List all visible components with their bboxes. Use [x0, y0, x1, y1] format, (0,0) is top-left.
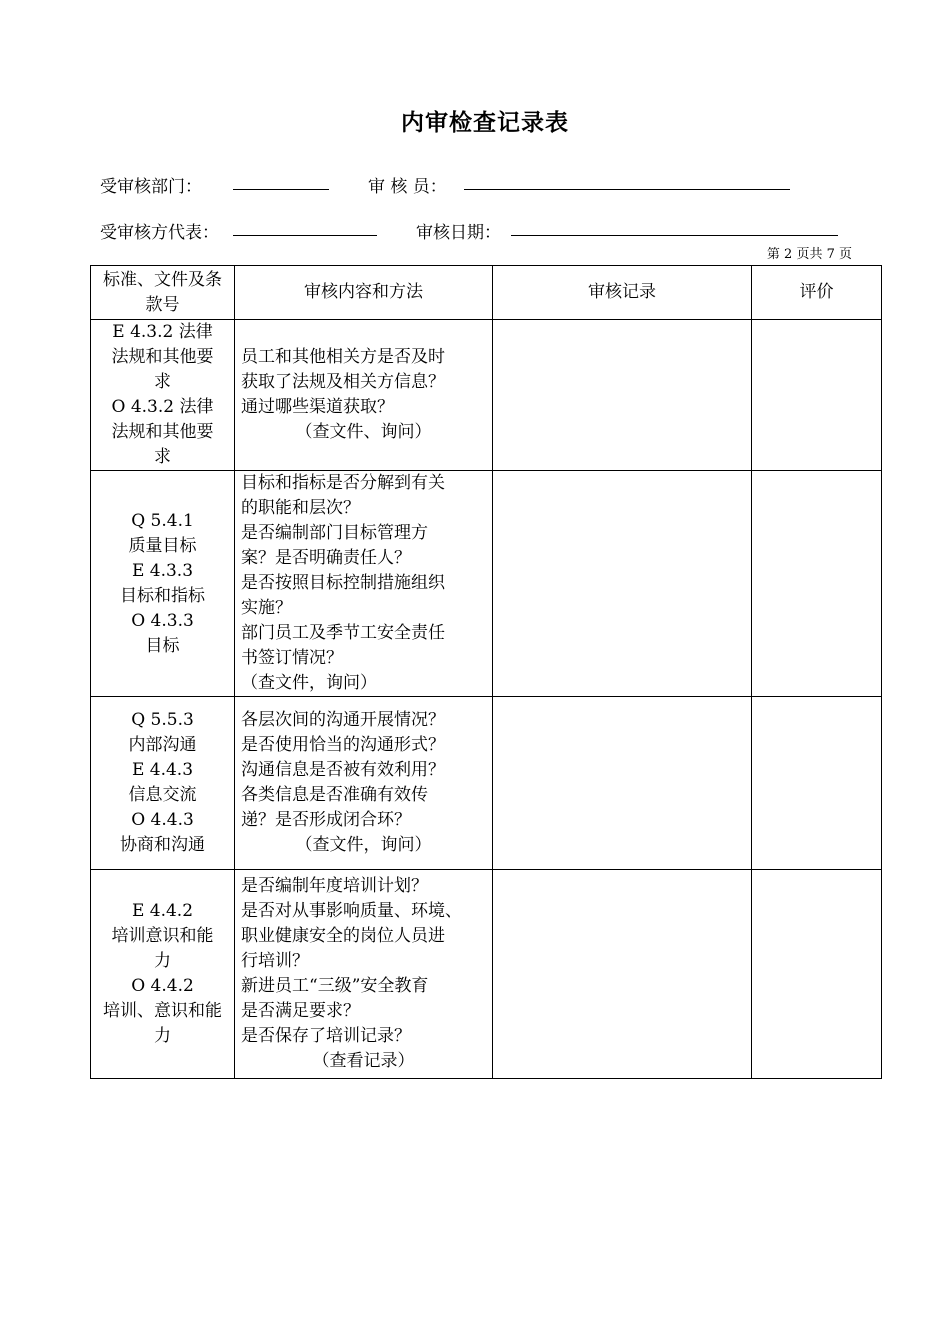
record-cell[interactable] — [493, 320, 752, 471]
standard-cell: Q 5.5.3 内部沟通 E 4.4.3 信息交流 O 4.4.3 协商和沟通 — [91, 697, 235, 870]
column-header-content: 审核内容和方法 — [235, 266, 493, 320]
record-cell[interactable] — [493, 870, 752, 1079]
record-cell[interactable] — [493, 697, 752, 870]
table-header-row — [91, 266, 882, 320]
column-header-record: 审核记录 — [493, 266, 752, 320]
audit-record-table — [90, 265, 882, 1079]
record-cell[interactable] — [493, 471, 752, 697]
content-cell: 是否编制年度培训计划？ 是否对从事影响质量、环境、 职业健康安全的岗位人员进 行培训？ 新进员工“三级”安全教育 是否满足要求？ 是否保存了培训记录？ （查看记录） — [235, 870, 493, 1079]
department-field[interactable] — [233, 189, 329, 190]
column-header-standard: 标准、文件及条款号 — [91, 266, 235, 320]
table-row — [91, 471, 882, 697]
table-row — [91, 870, 882, 1079]
audit-date-label: 审核日期： — [416, 223, 501, 243]
table-row — [91, 320, 882, 471]
form-title: 内审检查记录表 — [401, 110, 569, 136]
department-label: 受审核部门： — [100, 177, 202, 197]
representative-field[interactable] — [233, 235, 377, 236]
audit-method: （查文件，询问） — [241, 673, 377, 693]
standard-cell: E 4.4.2 培训意识和能 力 O 4.4.2 培训、意识和能 力 — [91, 870, 235, 1079]
page-indicator: 第 2 页共 7 页 — [766, 247, 852, 262]
evaluation-cell[interactable] — [752, 870, 882, 1079]
auditor-label: 审 核 员： — [368, 177, 447, 197]
content-cell: 员工和其他相关方是否及时 获取了法规及相关方信息？ 通过哪些渠道获取？ （查文件、询问） — [235, 320, 493, 471]
audit-method: （查文件，询问） — [295, 835, 432, 855]
representative-label: 受审核方代表： — [100, 223, 219, 243]
audit-method: （查看记录） — [312, 1051, 415, 1071]
evaluation-cell[interactable] — [752, 697, 882, 870]
table-row — [91, 697, 882, 870]
standard-cell: E 4.3.2 法律 法规和其他要 求 O 4.3.2 法律 法规和其他要 求 — [91, 320, 235, 471]
evaluation-cell[interactable] — [752, 471, 882, 697]
evaluation-cell[interactable] — [752, 320, 882, 471]
auditor-field[interactable] — [464, 189, 790, 190]
content-cell: 各层次间的沟通开展情况？ 是否使用恰当的沟通形式？ 沟通信息是否被有效利用？ 各类信息是否准确有效传 递？是否形成闭合环？ （查文件，询问） — [235, 697, 493, 870]
audit-method: （查文件、询问） — [295, 422, 432, 442]
standard-cell: Q 5.4.1 质量目标 E 4.3.3 目标和指标 O 4.3.3 目标 — [91, 471, 235, 697]
column-header-evaluation: 评价 — [752, 266, 882, 320]
content-cell: 目标和指标是否分解到有关 的职能和层次？ 是否编制部门目标管理方 案？是否明确责任人？ 是否按照目标控制措施组织 实施？ 部门员工及季节工安全责任 书签订情况？ （查文件，询问） — [235, 471, 493, 697]
audit-date-field[interactable] — [511, 235, 838, 236]
